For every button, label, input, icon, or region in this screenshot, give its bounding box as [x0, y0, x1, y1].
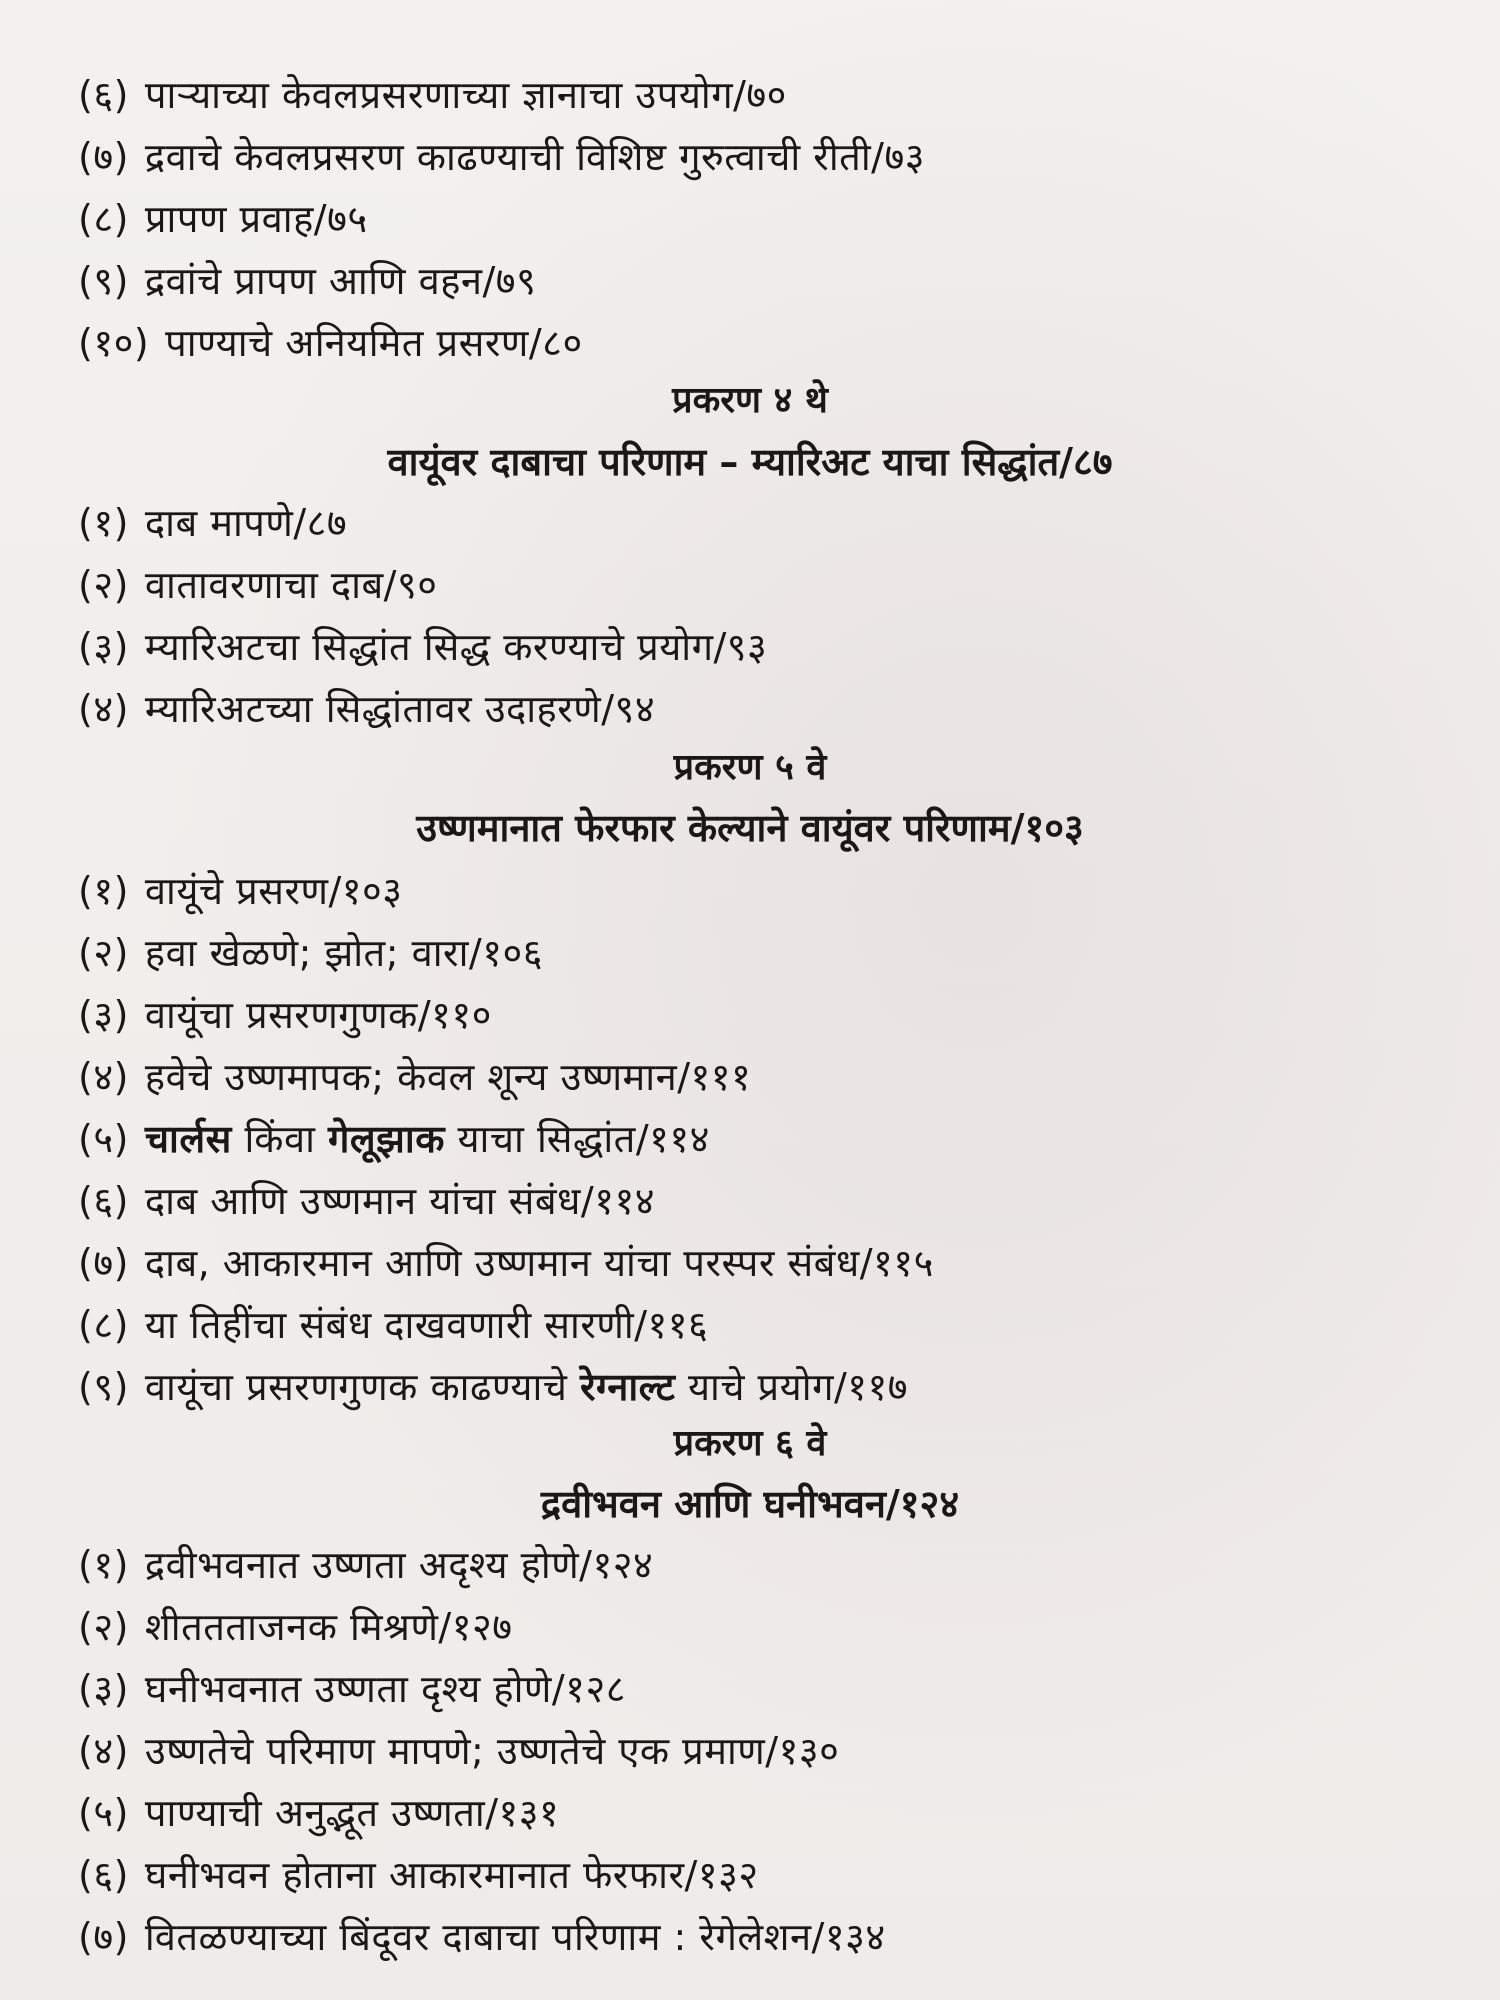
toc-entry	[78, 1850, 759, 1900]
entry-number: (६)	[78, 1179, 129, 1223]
entry-text: शीततताजनक मिश्रणे/१२७	[144, 1605, 513, 1649]
toc-entry	[78, 1300, 708, 1350]
entry-number: (७)	[78, 1241, 129, 1285]
toc-entry	[78, 1540, 653, 1590]
toc-entry	[78, 1664, 626, 1714]
toc-entry	[78, 1238, 934, 1288]
entry-text: दाब आणि उष्णमान यांचा संबंध/११४	[144, 1179, 655, 1223]
entry-number: (४)	[78, 1055, 129, 1099]
entry-number: (१)	[78, 501, 129, 545]
toc-entry	[78, 1176, 655, 1226]
toc-entry	[78, 194, 368, 244]
entry-text: दाब मापणे/८७	[144, 501, 348, 545]
entry-text: द्रवीभवनात उष्णता अदृश्य होणे/१२४	[144, 1543, 654, 1587]
chapter-title: द्रवीभवन आणि घनीभवन/१२४	[540, 1482, 960, 1526]
entry-text: द्रवाचे केवलप्रसरण काढण्याची विशिष्ट गुरुत्वाची रीती/७३	[144, 135, 926, 179]
entry-bold-name: चार्लस	[144, 1117, 232, 1161]
chapter-title: उष्णमानात फेरफार केल्याने वायूंवर परिणाम/१०३	[416, 806, 1084, 850]
entry-number: (२)	[78, 931, 129, 975]
entry-number: (४)	[78, 1729, 129, 1773]
entry-text: उष्णतेचे परिमाण मापणे; उष्णतेचे एक प्रमाण/१३०	[144, 1729, 840, 1773]
entry-number: (३)	[78, 625, 129, 669]
entry-number: (४)	[78, 687, 129, 731]
entry-number: (८)	[78, 197, 129, 241]
entry-text: दाब, आकारमान आणि उष्णमान यांचा परस्पर संबंध/११५	[144, 1241, 934, 1285]
toc-entry	[78, 560, 437, 610]
toc-entry	[78, 928, 543, 978]
toc-entry	[78, 70, 787, 120]
entry-number: (३)	[78, 993, 129, 1037]
entry-number: (२)	[78, 563, 129, 607]
entry-number: (६)	[78, 73, 129, 117]
entry-number: (१०)	[78, 321, 150, 365]
entry-number: (९)	[78, 1365, 129, 1409]
chapter-title: वायूंवर दाबाचा परिणाम – म्यारिअट याचा सिद्धांत/८७	[387, 440, 1113, 484]
toc-entry	[78, 1788, 559, 1838]
entry-number: (५)	[78, 1791, 129, 1835]
toc-entry	[78, 1362, 908, 1412]
entry-text: याचे प्रयोग/११७	[675, 1365, 909, 1409]
chapter-label: प्रकरण ६ वे	[673, 1423, 827, 1464]
entry-number: (३)	[78, 1667, 129, 1711]
toc-entry	[78, 990, 492, 1040]
entry-text: पाण्याचे अनियमित प्रसरण/८०	[165, 321, 583, 365]
entry-number: (१)	[78, 869, 129, 913]
entry-text: हवेचे उष्णमापक; केवल शून्य उष्णमान/१११	[144, 1055, 752, 1099]
toc-entry	[78, 132, 925, 182]
entry-number: (९)	[78, 259, 129, 303]
entry-number: (७)	[78, 1915, 129, 1959]
entry-text: वायूंचा प्रसरणगुणक/११०	[144, 993, 492, 1037]
toc-entry	[78, 1052, 751, 1102]
entry-text: हवा खेळणे; झोत; वारा/१०६	[144, 931, 544, 975]
entry-bold-name: गेलूझाक	[328, 1117, 445, 1161]
toc-entry	[78, 1114, 710, 1164]
entry-text: या तिहींचा संबंध दाखवणारी सारणी/११६	[144, 1303, 709, 1347]
entry-text: वायूंचा प्रसरणगुणक काढण्याचे	[144, 1365, 581, 1409]
toc-entry	[78, 1912, 886, 1962]
entry-number: (७)	[78, 135, 129, 179]
entry-text: पाऱ्याच्या केवलप्रसरणाच्या ज्ञानाचा उपयोग/७०	[144, 73, 787, 117]
toc-entry	[78, 622, 767, 672]
entry-text: वातावरणाचा दाब/९०	[144, 563, 438, 607]
toc-entry	[78, 498, 347, 548]
toc-entry	[78, 256, 536, 306]
entry-text: वितळण्याच्या बिंदूवर दाबाचा परिणाम : रेगेलेशन/१३४	[144, 1915, 886, 1959]
chapter-label: प्रकरण ५ वे	[673, 747, 827, 788]
entry-text: द्रवांचे प्रापण आणि वहन/७९	[144, 259, 537, 303]
entry-text: म्यारिअटच्या सिद्धांतावर उदाहरणे/९४	[144, 687, 656, 731]
entry-text: प्रापण प्रवाह/७५	[144, 197, 368, 241]
entry-text: याचा सिद्धांत/११४	[444, 1117, 710, 1161]
entry-text: घनीभवनात उष्णता दृश्य होणे/१२८	[144, 1667, 626, 1711]
entry-text: पाण्याची अनुद्भूत उष्णता/१३१	[144, 1791, 560, 1835]
entry-number: (२)	[78, 1605, 129, 1649]
toc-entry	[78, 318, 583, 368]
toc-entry	[78, 1602, 513, 1652]
entry-number: (८)	[78, 1303, 129, 1347]
entry-text: घनीभवन होताना आकारमानात फेरफार/१३२	[144, 1853, 759, 1897]
entry-text: किंवा	[231, 1117, 329, 1161]
entry-number: (५)	[78, 1117, 129, 1161]
toc-entry	[78, 866, 403, 916]
entry-number: (६)	[78, 1853, 129, 1897]
entry-number: (१)	[78, 1543, 129, 1587]
entry-bold-name: रेग्नाल्ट	[580, 1365, 676, 1409]
toc-entry	[78, 1726, 839, 1776]
entry-text: म्यारिअटचा सिद्धांत सिद्ध करण्याचे प्रयोग/९३	[144, 625, 768, 669]
entry-text: वायूंचे प्रसरण/१०३	[144, 869, 403, 913]
toc-entry	[78, 684, 655, 734]
chapter-label: प्रकरण ४ थे	[672, 380, 828, 421]
